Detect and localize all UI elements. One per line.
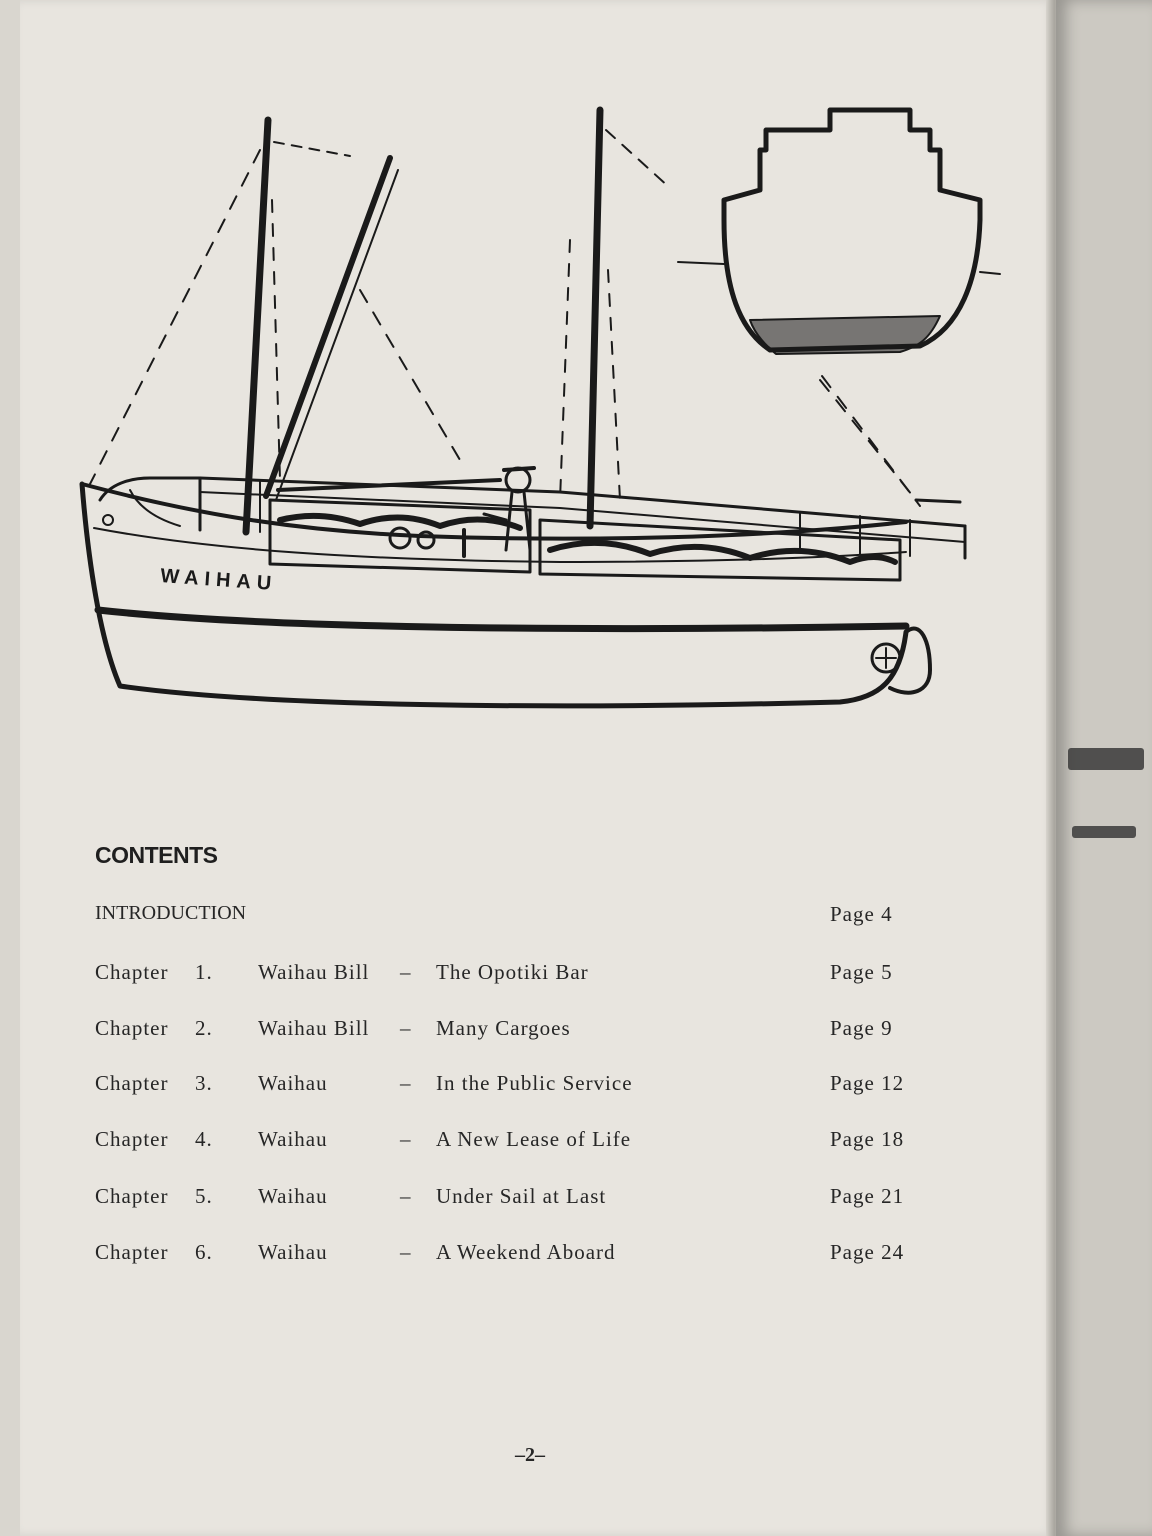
toc-vessel-name: Waihau	[258, 1184, 328, 1208]
toc-chapter-title: Many Cargoes	[436, 1016, 571, 1040]
toc-vessel-name: Waihau Bill	[258, 1016, 370, 1040]
toc-chapter-row	[0, 1184, 1036, 1218]
toc-chapter-label: Chapter	[95, 1184, 169, 1208]
toc-page-ref: Page 18	[830, 1127, 905, 1151]
toc-page-ref: Page 5	[830, 960, 893, 984]
toc-dash: –	[400, 1016, 411, 1040]
toc-chapter-number: 4.	[195, 1127, 213, 1151]
toc-page-ref: Page 24	[830, 1240, 905, 1264]
toc-dash: –	[400, 960, 411, 984]
toc-chapter-row	[0, 1240, 1036, 1274]
toc-chapter-row	[0, 1016, 1036, 1050]
toc-chapter-row	[0, 960, 1036, 994]
toc-vessel-name: Waihau	[258, 1071, 328, 1095]
toc-chapter-row	[0, 1127, 1036, 1161]
toc-chapter-label: Chapter	[95, 1071, 169, 1095]
toc-vessel-name: Waihau Bill	[258, 960, 370, 984]
page-number: –2–	[515, 1444, 545, 1466]
hull-name-label: WAIHAU	[159, 565, 279, 596]
toc-dash: –	[400, 1240, 411, 1264]
facing-page-ink-mark	[1072, 826, 1136, 838]
toc-chapter-title: In the Public Service	[436, 1071, 633, 1095]
toc-chapter-label: Chapter	[95, 960, 169, 984]
contents-heading: CONTENTS	[95, 842, 218, 868]
toc-introduction-page: Page 4	[830, 902, 893, 926]
toc-chapter-title: A New Lease of Life	[436, 1127, 632, 1151]
toc-chapter-row	[0, 1071, 1036, 1105]
toc-chapter-number: 6.	[195, 1240, 213, 1264]
toc-chapter-title: Under Sail at Last	[436, 1184, 607, 1208]
toc-introduction-row	[0, 902, 1036, 936]
toc-page-ref: Page 21	[830, 1184, 905, 1208]
toc-page-ref: Page 9	[830, 1016, 893, 1040]
toc-introduction-label: INTRODUCTION	[95, 902, 247, 924]
toc-chapter-label: Chapter	[95, 1127, 169, 1151]
toc-chapter-number: 1.	[195, 960, 213, 984]
toc-chapter-number: 3.	[195, 1071, 213, 1095]
toc-dash: –	[400, 1071, 411, 1095]
toc-chapter-title: A Weekend Aboard	[436, 1240, 616, 1264]
toc-vessel-name: Waihau	[258, 1127, 328, 1151]
schooner-drawing-icon	[60, 80, 1020, 720]
toc-chapter-number: 5.	[195, 1184, 213, 1208]
toc-dash: –	[400, 1184, 411, 1208]
toc-chapter-number: 2.	[195, 1016, 213, 1040]
toc-chapter-label: Chapter	[95, 1240, 169, 1264]
toc-vessel-name: Waihau	[258, 1240, 328, 1264]
toc-page-ref: Page 12	[830, 1071, 905, 1095]
facing-page-ink-mark	[1068, 748, 1144, 770]
toc-chapter-label: Chapter	[95, 1016, 169, 1040]
toc-dash: –	[400, 1127, 411, 1151]
toc-chapter-title: The Opotiki Bar	[436, 960, 589, 984]
